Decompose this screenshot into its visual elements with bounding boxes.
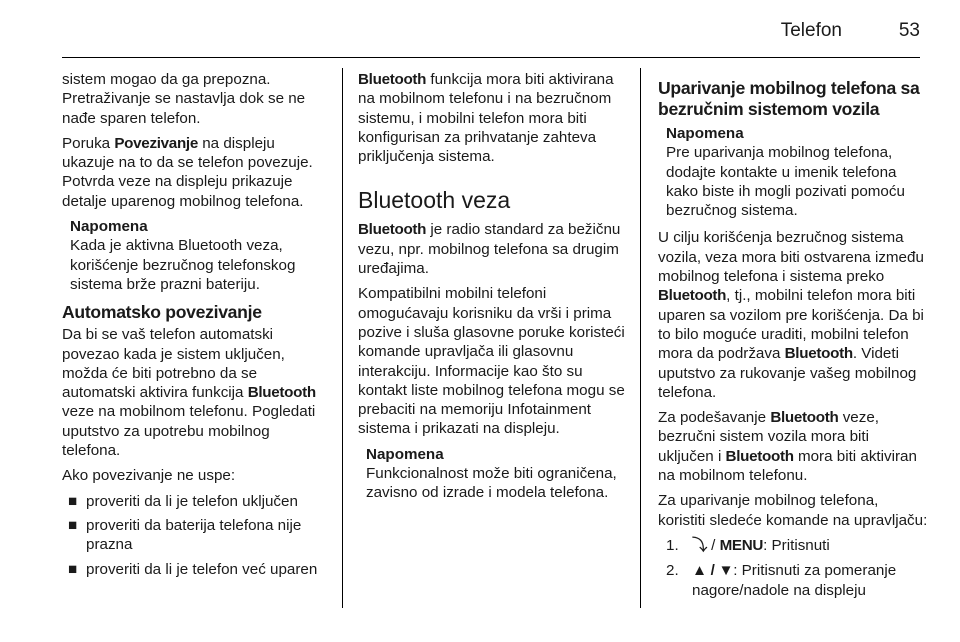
text: je radio standard za bežičnu vezu, npr. mobilnog telefona sa drugim uređajima. bbox=[358, 221, 621, 278]
text: veze, bezručni sistem vozila mora biti uključen i bbox=[658, 409, 880, 465]
column-2 bbox=[358, 70, 626, 511]
text: . Videti uputstvo za rukovanje vašeg mobilnog telefona. bbox=[658, 345, 917, 401]
step-number: 1. bbox=[666, 536, 679, 554]
bold-term: Bluetooth bbox=[247, 384, 316, 402]
section-heading: Uparivanje mobilnog telefona sa bezručnim sistemom vozila bbox=[658, 78, 920, 119]
text: : Pritisnuti bbox=[763, 536, 830, 554]
step-list bbox=[658, 536, 928, 600]
paragraph bbox=[62, 325, 330, 460]
header-rule bbox=[62, 57, 920, 58]
text: Da bi se vaš telefon automatski povezao kada je sistem uključen, možda će biti potrebno da se automatski aktivira funkcija bbox=[62, 326, 285, 402]
bold-term: Povezivanje bbox=[114, 134, 198, 152]
note bbox=[366, 445, 626, 503]
list-item bbox=[62, 516, 330, 555]
column-3 bbox=[658, 70, 928, 606]
page-header bbox=[62, 0, 920, 50]
column-divider bbox=[640, 68, 641, 608]
note-body: Pre uparivanja mobilnog telefona, dodajte kontakte u imenik telefona kako biste ih mogli pozivati pomoću bezručnog sistema. bbox=[666, 144, 905, 220]
step-item bbox=[666, 561, 928, 600]
list-item bbox=[62, 492, 330, 511]
note-title: Napomena bbox=[70, 218, 148, 236]
text: funkcija mora biti aktivirana na mobilnom telefonu i na bezručnom sistemu, i mobilni telefon mora biti konfigurisan za prihvatanje zahteva priključenja sistema. bbox=[358, 71, 614, 166]
bold-term: Bluetooth bbox=[725, 447, 794, 465]
text: , tj., mobilni telefon mora biti uparen sa vozilom pre korišćenja. Da bi to bilo moguće uraditi, mobilni telefon mora da podržava bbox=[658, 287, 924, 363]
text: na displeju ukazuje na to da se telefon povezuje. Potvrda veze na displeju prikazuje detalje uparenog mobilnog telefona. bbox=[62, 134, 313, 210]
column-divider bbox=[342, 68, 343, 608]
section-heading: Automatsko povezivanje bbox=[62, 302, 262, 323]
bullet-icon: ■ bbox=[68, 516, 78, 534]
paragraph bbox=[658, 408, 928, 485]
list-item bbox=[62, 560, 330, 579]
note bbox=[70, 217, 330, 294]
bold-term: Bluetooth bbox=[358, 221, 427, 239]
list-item-text: proveriti da li je telefon uključen bbox=[86, 492, 298, 510]
note-title: Napomena bbox=[366, 445, 444, 463]
text: Za podešavanje bbox=[658, 409, 771, 427]
text: veze na mobilnom telefonu. Pogledati uputstvo za upotrebu mobilnog telefona. bbox=[62, 403, 316, 460]
note bbox=[666, 124, 928, 220]
paragraph bbox=[658, 228, 928, 402]
paragraph bbox=[358, 70, 626, 166]
up-down-arrows-icon: ▲ / ▼ bbox=[692, 562, 734, 580]
bullet-list bbox=[62, 492, 330, 579]
bullet-icon: ■ bbox=[68, 560, 78, 578]
text: / bbox=[706, 536, 720, 554]
bold-term: Bluetooth bbox=[770, 409, 839, 427]
bullet-icon: ■ bbox=[68, 492, 78, 510]
note-body: Kada je aktivna Bluetooth veza, korišćenje bezručnog telefonskog sistema brže prazni bateriju. bbox=[70, 237, 296, 293]
phone-hook-icon: ⤵ bbox=[692, 536, 707, 554]
paragraph bbox=[62, 134, 330, 211]
bold-term: Bluetooth bbox=[784, 345, 853, 363]
text: mora biti aktiviran na mobilnom telefonu. bbox=[658, 447, 917, 485]
paragraph: sistem mogao da ga prepozna. Pretraživanje se nastavlja dok se ne nađe sparen telefon. bbox=[62, 71, 306, 127]
note-body: Funkcionalnost može biti ograničena, zavisno od izrade i modela telefona. bbox=[366, 465, 617, 502]
note-title: Napomena bbox=[666, 125, 744, 142]
bold-term: Bluetooth bbox=[358, 71, 427, 88]
list-item-text: proveriti da baterija telefona nije prazna bbox=[86, 516, 302, 554]
bold-term: Bluetooth bbox=[658, 287, 727, 305]
paragraph: Za uparivanje mobilnog telefona, koristiti sledeće komande na upravljaču: bbox=[658, 492, 928, 529]
paragraph: Kompatibilni mobilni telefoni omogućavaju korisniku da vrši i prima pozive i sluša glasovne poruke koristeći komande upravljača ili glasovnu interakciju. Informacije kao što su kontakt liste mobilnog telefona mogu se prebaciti na memoriju Infotainment sistema i prikazati na displeju. bbox=[358, 285, 625, 438]
text: Poruka bbox=[62, 134, 115, 152]
step-number: 2. bbox=[666, 562, 679, 580]
list-item-text: proveriti da li je telefon već uparen bbox=[86, 560, 318, 578]
header-title: Telefon bbox=[780, 20, 842, 41]
paragraph: Ako povezivanje ne uspe: bbox=[62, 467, 236, 485]
step-item bbox=[666, 536, 928, 555]
column-1 bbox=[62, 70, 330, 584]
section-heading: Bluetooth veza bbox=[358, 187, 511, 214]
page-number: 53 bbox=[898, 20, 920, 41]
text: : Pritisnuti za pomeranje nagore/nadole na displeju bbox=[692, 562, 897, 599]
paragraph bbox=[358, 220, 626, 278]
text: U cilju korišćenja bezručnog sistema vozila, veza mora biti ostvarena između mobilnog telefona i sistema preko bbox=[658, 229, 924, 286]
menu-key: MENU bbox=[719, 536, 764, 554]
